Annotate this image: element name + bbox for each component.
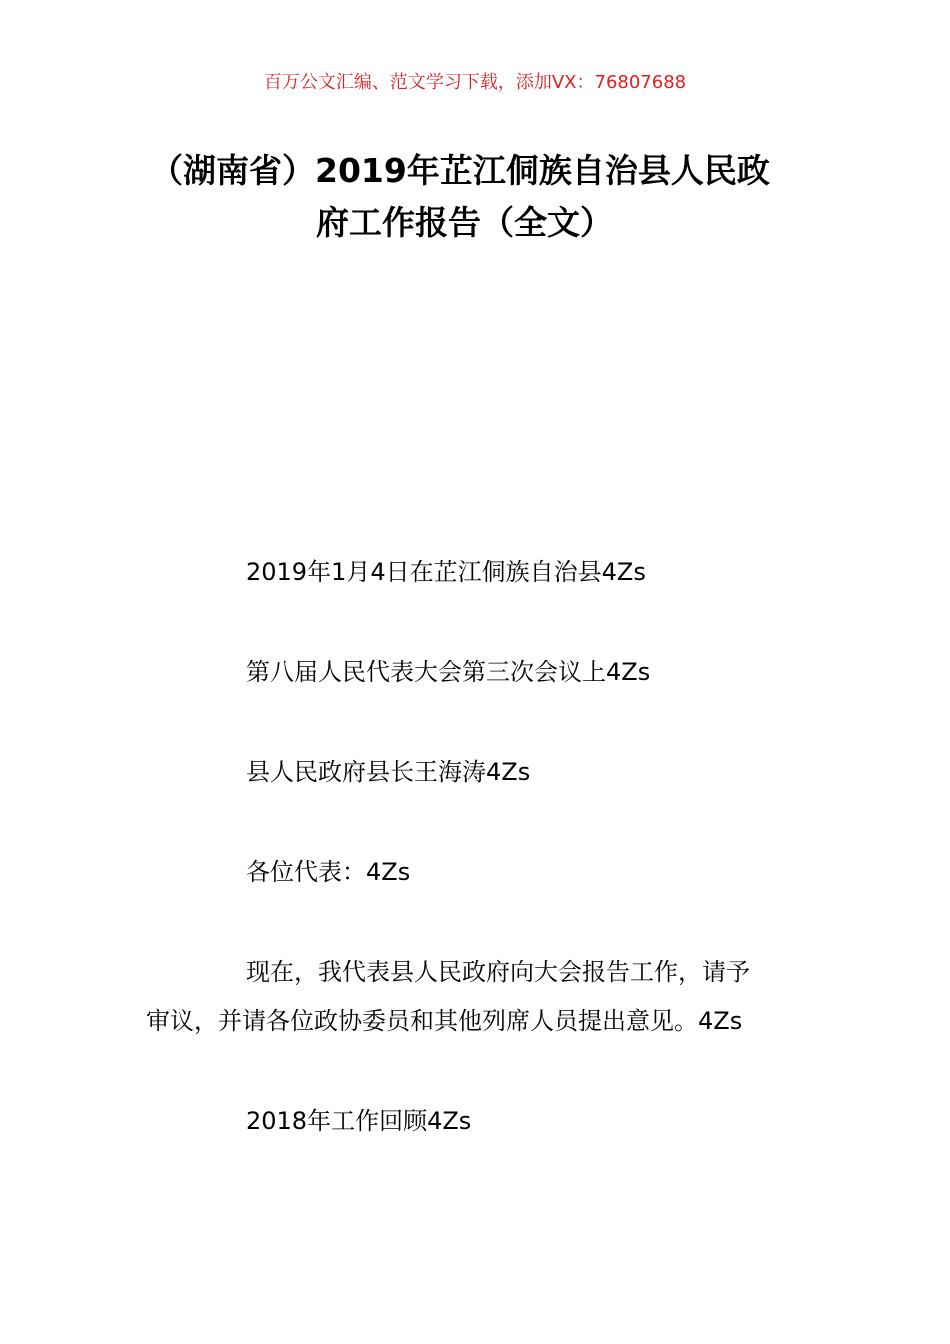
promo-banner: 百万公文汇编、范文学习下载，添加VX：76807688 [263,72,687,93]
speaker-line: 县人民政府县长王海涛4Zs [246,758,531,786]
section-heading: 2018年工作回顾4Zs [246,1107,472,1135]
intro-paragraph-line-2: 审议，并请各位政协委员和其他列席人员提出意见。4Zs [146,1007,743,1035]
document-title-line-2: 府工作报告（全文） [316,203,613,242]
salutation: 各位代表：4Zs [246,858,411,886]
document-title-line-1: （湖南省）2019年芷江侗族自治县人民政 [150,151,770,190]
meeting-line: 第八届人民代表大会第三次会议上4Zs [246,658,651,686]
intro-paragraph-line-1: 现在，我代表县人民政府向大会报告工作，请予 [246,958,750,986]
date-line: 2019年1月4日在芷江侗族自治县4Zs [246,558,646,586]
